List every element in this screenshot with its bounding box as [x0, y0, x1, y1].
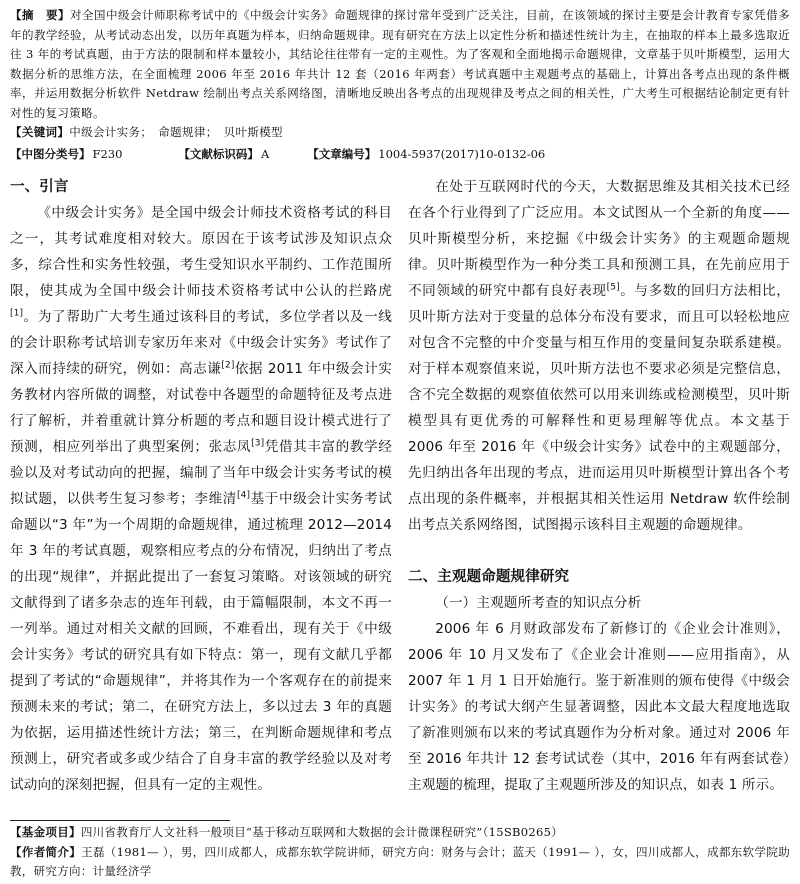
footnotes	[10, 823, 790, 882]
bayes-text-1: 在处于互联网时代的今天，大数据思维及其相关技术已经在各个行业得到了广泛应用。本文试图从一个全新的角度——贝叶斯模型分析，来挖掘《中级会计实务》的主观题命题规律。贝叶斯模型作为一种分类工具和预测工具，在先前应用于不同领域的研究中都有良好表现	[408, 178, 790, 299]
doc-code-label: 【文献标识码】	[178, 146, 259, 161]
intro-text-2: 。为了帮助广大考生通过该科目的考试，多位学者以及一线的会计职称考试培训专家历年来对《中级会计实务》考试作了深入而持续的研究，例如：高志谦	[10, 308, 392, 377]
keywords-text: 中级会计实务； 命题规律； 贝叶斯模型	[69, 125, 283, 139]
intro-text-5: 基于中级会计实务考试命题以“3 年”为一个周期的命题规律，通过梳理 2012—2014 年 3 年的考试真题，观察相应考点的分布情况，归纳出了考点的出现“规律”，并据此提出了一套复习策略。对该领域的研究文献得到了诸多杂志的连年刊载，由于篇幅限制，本文不再一一列举。通过对相关文献的回顾，不难看出，现有关于《中级会计实务》考试的研究具有如下特点：第一，现有文献几乎都提到了考试的“命题规律”，并将其作为一个客观存在的前提来预测未来的考试；第二，在研究方法上，多以过去 3 年的真题为依据，运用描述性统计方法；第三，在判断命题规律和考点预测上，研究者或多或少结合了自身丰富的教学经验以及对考试动向的深刻把握，但具有一定的主观性。	[10, 490, 392, 793]
fund-text: 四川省教育厅人文社科一般项目“基于移动互联网和大数据的会计微课程研究”（15SB0265）	[80, 825, 564, 839]
abstract	[10, 6, 790, 123]
citation-3: [3]	[251, 437, 265, 448]
keywords	[10, 123, 790, 143]
doc-code-item	[178, 144, 269, 164]
abstract-label: 【摘 要】	[10, 8, 71, 22]
body-columns	[10, 174, 790, 798]
article-number-item	[307, 144, 545, 164]
knowledge-paragraph: 2006 年 6 月财政部发布了新修订的《企业会计准则》，2006 年 10 月又发布了《企业会计准则——应用指南》，从 2007 年 1 月 1 日开始施行。鉴于新准则的颁布使得《中级会计实务》的考试大纲产生显著调整，因此本文最大程度地选取了新准则颁布以来的考试真题作为分析对象。通过对 2006 年至 2016 年共计 12 套考试试卷（其中，2016 年有两套试卷）主观题的梳理，提取了主观题所涉及的知识点，如表 1 所示。	[408, 620, 790, 793]
section-title-introduction: 一、引言	[10, 178, 69, 195]
author-label: 【作者简介】	[10, 844, 82, 859]
clc-item	[10, 144, 122, 164]
keywords-label: 【关键词】	[10, 125, 70, 139]
author-note	[10, 843, 790, 882]
citation-2: [2]	[221, 359, 235, 370]
section-title-research: 二、主观题命题规律研究	[408, 568, 570, 585]
subsection-title: （一）主观题所考查的知识点分析	[435, 594, 642, 611]
right-column	[408, 174, 790, 798]
intro-text-3: 依据 2011 年中级会计实务教材内容所做的调整，对试卷中各题型的命题特征及考点进行了解析，并着重就计算分析题的考点和题目设计模式进行了预测，相应列举出了典型案例；张志凤	[10, 360, 393, 455]
intro-paragraph	[10, 200, 392, 798]
article-number-value: 1004-5937(2017)10-0132-06	[378, 146, 546, 161]
citation-1: [1]	[10, 307, 24, 318]
abstract-text: 对全国中级会计师职称考试中的《中级会计实务》命题规律的探讨常年受到广泛关注，目前，在该领域的探讨主要是会计教育专家凭借多年的教学经验，从考试动态出发，以历年真题为样本，归纳命题规律。现有研究在方法上以定性分析和描述性统计为主，在抽取的样本上最多选取近往 3 年的考试真题，由于方法的限制和样本量较小，其结论往往带有一定的主观性。为了客观和全面地揭示命题规律，文章基于贝叶斯模型，运用大数据分析的思维方法，在全面梳理 2006 年至 2016 年共计 12 套（2016 年两套）考试真题中主观题考点的基础上，计算出各考点出现的条件概率，并运用数据分析软件 Netdraw 绘制出考点关系网络图，清晰地反映出各考点的出现规律及考点之间的相关性，广大考生可根据结论制定更有针对性的复习策略。	[10, 8, 790, 120]
clc-label: 【中图分类号】	[10, 146, 91, 161]
bayes-paragraph	[408, 174, 790, 538]
citation-5: [5]	[606, 281, 620, 292]
footnote-divider	[10, 820, 230, 821]
fund-label: 【基金项目】	[10, 825, 81, 839]
clc-value: F230	[92, 146, 123, 161]
intro-text-4: 凭借其丰富的教学经验以及对考试动向的把握，编制了当年中级会计实务考试的模拟试题，以供考生复习参考；李维清	[10, 438, 392, 507]
article-number-label: 【文章编号】	[307, 146, 377, 161]
bayes-text-2: 。与多数的回归方法相比，贝叶斯方法对于变量的总体分布没有要求，而且可以轻松地应对包含不完整的中介变量与相互作用的变量间复杂联系建模。对于样本观察值来说，贝叶斯方法也不要求必须是完整信息，含不完全数据的观察值依然可以用来训练或检测模型，贝叶斯模型具有更优秀的可解释性和更易理解等优点。本文基于 2006 年至 2016 年《中级会计实务》试卷中的主观题部分，先归纳出各年出现的考点，进而运用贝叶斯模型计算出各个考点出现的条件概率，并根据其相关性运用 Netdraw 软件绘制出考点关系网络图，试图揭示该科目主观题的命题规律。	[408, 282, 790, 533]
left-column	[10, 174, 392, 798]
author-text: 王磊（1981— ），男，四川成都人，成都东软学院讲师，研究方向：财务与会计；蓝天（1991— ），女，四川成都人，成都东软学院助教，研究方向：计量经济学	[10, 844, 790, 878]
doc-code-value: A	[260, 146, 270, 161]
citation-4: [4]	[236, 489, 251, 500]
fund-note	[10, 823, 790, 843]
classification-line	[10, 144, 790, 164]
intro-text-1: 《中级会计实务》是全国中级会计师技术资格考试的科目之一，其考试难度相对较大。原因在于该考试涉及知识点众多，综合性和实务性较强，考生受知识水平制约、工作范围所限，使其成为全国中级会计师技术资格考试中公认的拦路虎	[10, 204, 392, 299]
